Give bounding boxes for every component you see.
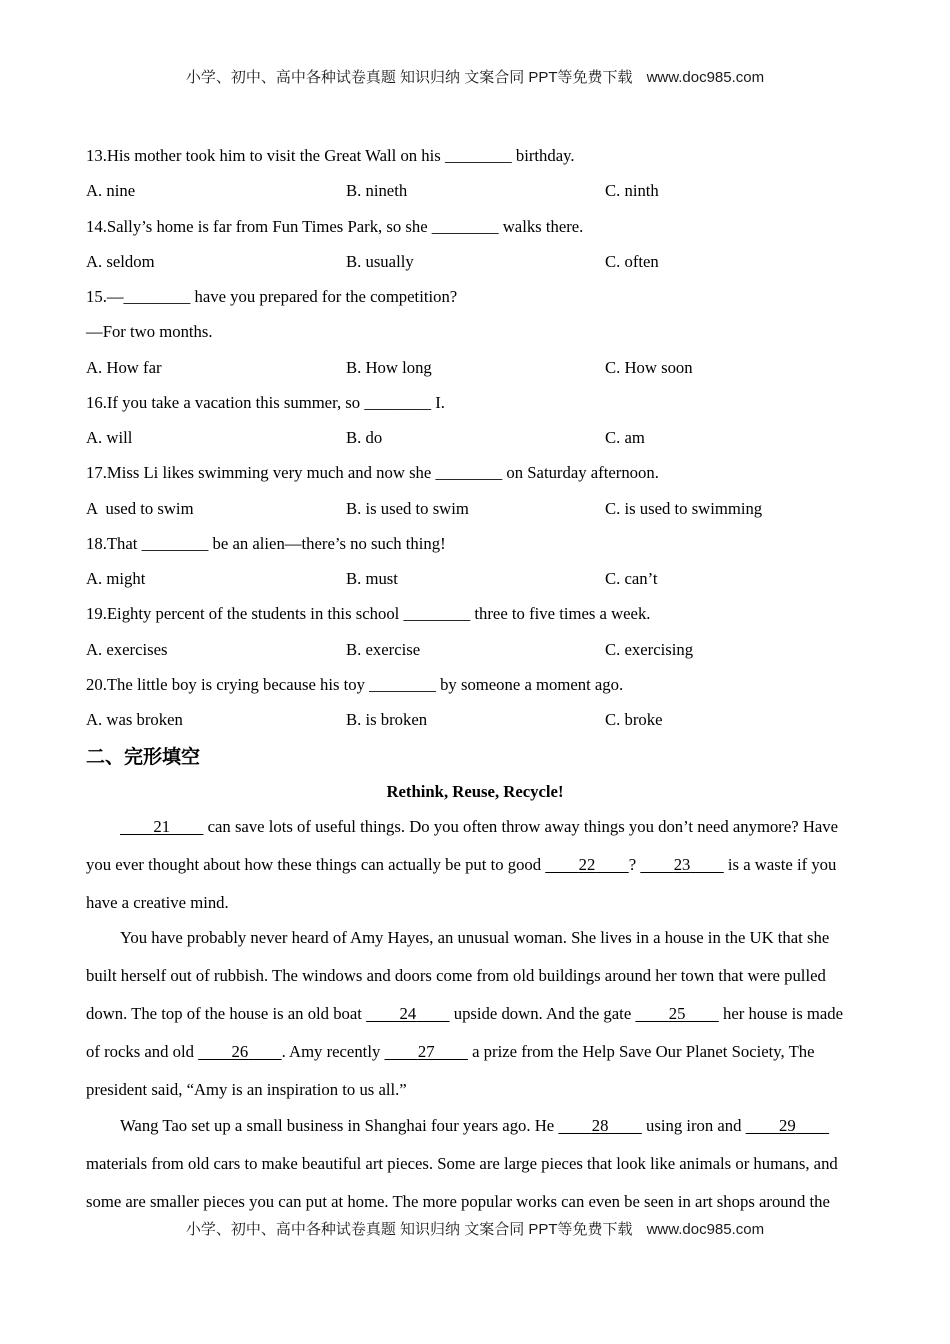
- footer-url: www.doc985.com: [646, 1221, 765, 1238]
- question-15-options: [86, 350, 866, 385]
- blank-22: 22: [578, 855, 596, 874]
- question-19-option-c: C. exercising: [605, 639, 694, 659]
- blank-27: 27: [417, 1042, 435, 1061]
- passage-paragraph-2: [86, 919, 886, 1109]
- section-heading: 二、完形填空: [86, 746, 201, 768]
- question-20-option-b: B. is broken: [346, 710, 428, 729]
- question-19-stem: 19.Eighty percent of the students in this school ________ three to five times a week.: [86, 604, 651, 624]
- question-16-option-c: C. am: [605, 428, 645, 447]
- question-14-option-a: A. seldom: [86, 251, 155, 271]
- paragraph-3-line-3: [86, 1183, 886, 1221]
- passage-paragraph-1: [86, 808, 886, 922]
- paragraph-3-line-2: [86, 1145, 886, 1183]
- question-13-option-b: B. nineth: [346, 181, 408, 201]
- text-segment: built herself out of rubbish. The windows and doors come from old buildings around her town that were pulled: [86, 966, 826, 985]
- question-17-option-b: B. is used to swim: [346, 498, 469, 518]
- question-16-option-a: A. will: [86, 428, 133, 447]
- text-segment: you ever thought about how these things can actually be put to good: [86, 855, 546, 874]
- text-segment: her house is made: [718, 1004, 844, 1023]
- text-segment: . Amy recently: [281, 1042, 385, 1061]
- page-header: [0, 68, 950, 88]
- question-19-option-a: A. exercises: [86, 639, 168, 659]
- question-20-option-a: A. was broken: [86, 710, 183, 729]
- question-18-option-a: A. might: [86, 569, 146, 588]
- blank-26: 26: [231, 1042, 249, 1061]
- question-15-option-b: B. How long: [346, 357, 432, 377]
- text-segment: of rocks and old: [86, 1042, 199, 1061]
- blank-25: 25: [668, 1004, 686, 1023]
- blank-29: 29: [779, 1116, 796, 1135]
- text-segment: Wang Tao set up a small business in Shanghai four years ago. He: [120, 1116, 559, 1135]
- text-segment: ?: [628, 855, 641, 874]
- question-15-stem: 15.—________ have you prepared for the competition?: [86, 287, 458, 306]
- text-segment: is a waste if you: [723, 855, 837, 874]
- paragraph-2-line-3: [86, 995, 886, 1033]
- text-segment: down. The top of the house is an old boat: [86, 1004, 367, 1023]
- question-14-option-c: C. often: [605, 251, 659, 271]
- text-segment: a prize from the Help Save Our Planet Society, The: [467, 1042, 815, 1061]
- question-16-stem: 16.If you take a vacation this summer, so ________ I.: [86, 392, 445, 412]
- question-18-option-c: C. can’t: [605, 569, 658, 588]
- question-15-option-a: A. How far: [86, 357, 162, 377]
- question-13-stem: 13.His mother took him to visit the Great Wall on his ________ birthday.: [86, 146, 575, 165]
- blank-24: 24: [399, 1004, 417, 1023]
- question-13-option-c: C. ninth: [605, 181, 659, 201]
- paragraph-1-line-2: [86, 846, 886, 884]
- text-segment: president said, “Amy is an inspiration to us all.”: [86, 1080, 407, 1099]
- question-14-options: [86, 244, 866, 279]
- multiple-choice-questions: [86, 138, 866, 737]
- text-segment: upside down. And the gate: [449, 1004, 636, 1023]
- text-segment: You have probably never heard of Amy Hayes, an unusual woman. She lives in a house in the UK that she: [120, 928, 830, 947]
- question-13-options: [86, 173, 866, 208]
- question-13-option-a: A. nine: [86, 181, 136, 201]
- footer-text: 小学、初中、高中各种试卷真题 知识归纳 文案合同 PPT等免费下载: [185, 1221, 633, 1238]
- question-17-option-a: A used to swim: [86, 498, 194, 518]
- text-segment: some are smaller pieces you can put at home. The more popular works can even be seen in art shops around the: [86, 1192, 830, 1211]
- page-footer: [0, 1220, 950, 1240]
- text-segment: have a creative mind.: [86, 893, 229, 912]
- question-18-option-b: B. must: [346, 569, 398, 588]
- question-19-options: [86, 632, 866, 667]
- paragraph-2-line-4: [86, 1033, 886, 1071]
- question-14-option-b: B. usually: [346, 251, 414, 271]
- question-18-stem: 18.That ________ be an alien—there’s no such thing!: [86, 533, 446, 553]
- question-16-option-b: B. do: [346, 428, 383, 447]
- question-20-option-c: C. broke: [605, 710, 663, 729]
- question-15-option-c: C. How soon: [605, 357, 693, 377]
- paragraph-1-line-1: [86, 808, 886, 846]
- blank-23: 23: [673, 855, 691, 874]
- header-url: www.doc985.com: [646, 69, 765, 86]
- text-segment: using iron and: [641, 1116, 746, 1135]
- paragraph-1-line-3: [86, 884, 886, 922]
- header-text: 小学、初中、高中各种试卷真题 知识归纳 文案合同 PPT等免费下载: [185, 69, 633, 86]
- passage-title: Rethink, Reuse, Recycle!: [386, 782, 564, 801]
- question-17-option-c: C. is used to swimming: [605, 498, 763, 518]
- blank-28: 28: [591, 1116, 609, 1135]
- paragraph-3-line-1: [86, 1107, 886, 1145]
- question-18-options: [86, 561, 866, 596]
- blank-21: 21: [153, 817, 171, 836]
- question-14-stem: 14.Sally’s home is far from Fun Times Park, so she ________ walks there.: [86, 216, 584, 236]
- paragraph-2-line-5: [86, 1071, 886, 1109]
- question-16-options: [86, 420, 866, 455]
- question-19-option-b: B. exercise: [346, 639, 421, 659]
- paragraph-2-line-1: [86, 919, 886, 957]
- passage-paragraph-3: [86, 1107, 886, 1221]
- question-17-options: [86, 491, 866, 526]
- paragraph-2-line-2: [86, 957, 886, 995]
- question-20-options: [86, 702, 866, 737]
- question-20-stem: 20.The little boy is crying because his toy ________ by someone a moment ago.: [86, 674, 624, 694]
- question-15-reply: —For two months.: [86, 322, 213, 342]
- text-segment: can save lots of useful things. Do you often throw away things you don’t need anymore? Have: [203, 817, 839, 836]
- text-segment: materials from old cars to make beautiful art pieces. Some are large pieces that look like animals or humans, and: [86, 1154, 838, 1173]
- question-17-stem: 17.Miss Li likes swimming very much and now she ________ on Saturday afternoon.: [86, 463, 659, 483]
